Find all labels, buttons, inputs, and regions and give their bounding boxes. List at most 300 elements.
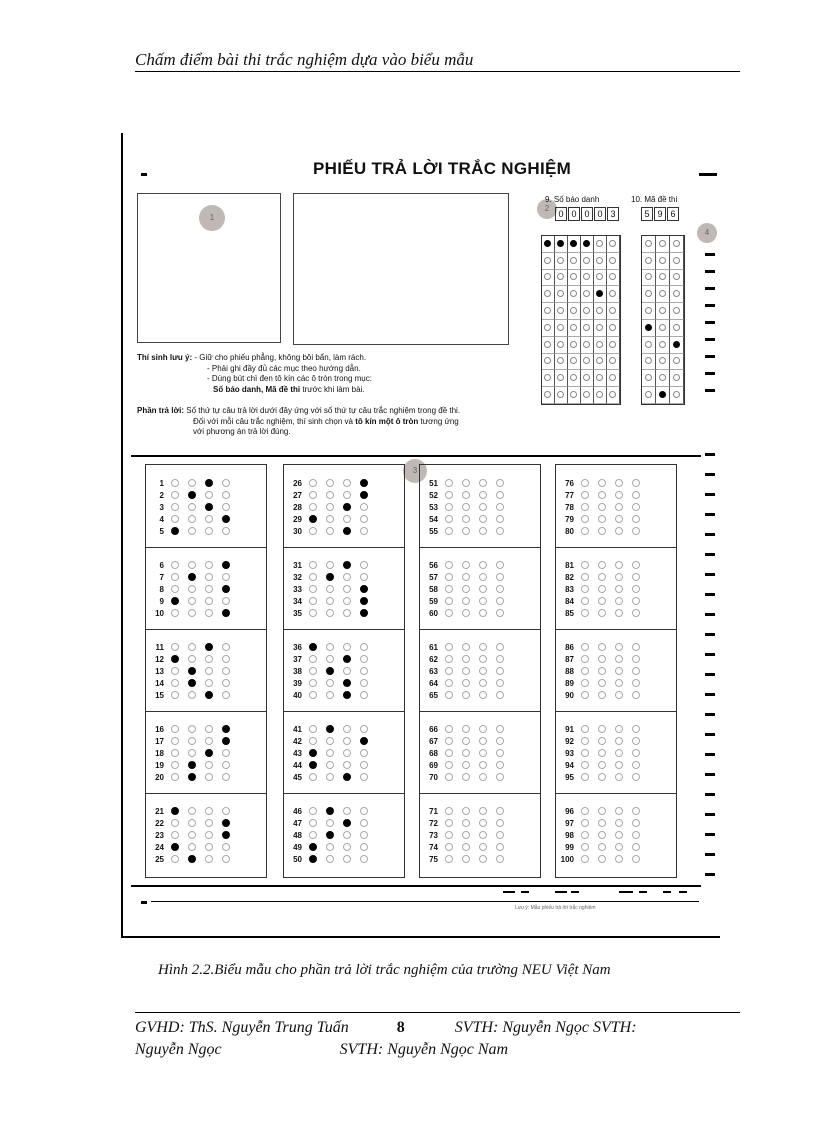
question-number: 44 [293, 760, 302, 770]
id-bubble-cell [670, 236, 684, 253]
id-bubble-cell [542, 370, 555, 387]
id-bubble-cell [607, 303, 620, 320]
id-bubble-cell [607, 270, 620, 287]
timing-mark [705, 287, 715, 290]
answer-bubble [338, 604, 355, 622]
id-bubble-cell [555, 253, 568, 270]
question-number: 14 [155, 678, 164, 688]
answer-bubble [491, 522, 508, 540]
answer-bubble [593, 604, 610, 622]
id-bubble-cell [642, 253, 656, 270]
answer-row [284, 853, 404, 865]
timing-mark [705, 355, 715, 358]
question-number: 52 [429, 490, 438, 500]
question-number: 62 [429, 654, 438, 664]
question-number: 53 [429, 502, 438, 512]
question-number: 23 [155, 830, 164, 840]
timing-mark [705, 321, 715, 324]
section-divider [131, 455, 701, 457]
question-number: 80 [565, 526, 574, 536]
answer-block [420, 547, 540, 630]
made-bubble-grid [641, 235, 685, 405]
id-bubble-cell [642, 320, 656, 337]
marker-3: 3 [403, 459, 427, 483]
question-number: 61 [429, 642, 438, 652]
answer-row [556, 689, 676, 701]
question-number: 36 [293, 642, 302, 652]
question-number: 85 [565, 608, 574, 618]
id-bubble-cell [581, 253, 594, 270]
info-box [293, 193, 509, 345]
answer-bubble [304, 604, 321, 622]
id-bubble-cell [555, 320, 568, 337]
answer-row [420, 689, 540, 701]
id-bubble-cell [594, 270, 607, 287]
id-bubble-cell [568, 270, 581, 287]
id-bubble-cell [555, 337, 568, 354]
answer-bubble [474, 604, 491, 622]
id-bubble-cell [642, 354, 656, 371]
timing-mark [705, 853, 715, 856]
question-number: 84 [565, 596, 574, 606]
id-bubble-cell [670, 320, 684, 337]
sbd-label: 9. Số báo danh [545, 195, 600, 204]
answer-block [284, 465, 404, 548]
timing-mark [705, 473, 715, 476]
id-bubble-cell [594, 320, 607, 337]
id-bubble-cell [607, 320, 620, 337]
answer-column-3 [419, 464, 541, 878]
id-bubble-cell [594, 354, 607, 371]
id-bubble-cell [555, 354, 568, 371]
id-bubble-cell [542, 236, 555, 253]
footer-student-cont: Nguyễn Ngọc [135, 1041, 222, 1058]
question-number: 10 [155, 608, 164, 618]
answer-bubble [627, 686, 644, 704]
answer-bubble [576, 604, 593, 622]
question-number: 28 [293, 502, 302, 512]
answer-bubble [627, 850, 644, 868]
answer-bubble [321, 522, 338, 540]
question-number: 90 [565, 690, 574, 700]
id-bubble-cell [642, 236, 656, 253]
timing-mark [705, 533, 715, 536]
question-number: 100 [560, 854, 574, 864]
answer-bubble [200, 686, 217, 704]
id-bubble-cell [670, 370, 684, 387]
question-number: 12 [155, 654, 164, 664]
footer-student-name: SVTH: Nguyễn Ngọc Nam [339, 1041, 509, 1058]
answer-bubble [440, 686, 457, 704]
question-number: 93 [565, 748, 574, 758]
question-number: 96 [565, 806, 574, 816]
question-number: 58 [429, 584, 438, 594]
answer-bubble [166, 522, 183, 540]
id-bubble-cell [607, 236, 620, 253]
timing-mark [705, 372, 715, 375]
timing-mark [705, 633, 715, 636]
question-number: 38 [293, 666, 302, 676]
answer-block [284, 793, 404, 875]
marker-2: 2 [537, 199, 557, 219]
id-bubble-cell [670, 270, 684, 287]
sheet-title: PHIẾU TRẢ LỜI TRẮC NGHIỆM [313, 159, 572, 178]
timing-mark [571, 891, 579, 893]
answer-bubble [200, 768, 217, 786]
id-bubble-cell [594, 337, 607, 354]
id-bubble-cell [607, 387, 620, 404]
question-number: 31 [293, 560, 302, 570]
id-bubble-cell [581, 387, 594, 404]
answer-block [146, 629, 266, 712]
timing-mark [705, 453, 715, 456]
answer-bubble [200, 522, 217, 540]
id-bubble-cell [656, 236, 670, 253]
question-number: 46 [293, 806, 302, 816]
answer-bubble [610, 768, 627, 786]
footer-student: SVTH: Nguyễn Ngọc SVTH: [454, 1019, 637, 1036]
question-number: 51 [429, 478, 438, 488]
id-bubble-cell [607, 354, 620, 371]
id-bubble-cell [594, 286, 607, 303]
answer-bubble [474, 522, 491, 540]
marker-1: 1 [199, 205, 225, 231]
answer-row [146, 689, 266, 701]
answer-row [420, 853, 540, 865]
answer-bubble [217, 522, 234, 540]
question-number: 81 [565, 560, 574, 570]
timing-mark [705, 813, 715, 816]
timing-mark [705, 573, 715, 576]
question-number: 92 [565, 736, 574, 746]
id-bubble-cell [581, 236, 594, 253]
id-bubble-cell [581, 303, 594, 320]
id-bubble-cell [581, 270, 594, 287]
id-bubble-cell [656, 253, 670, 270]
id-bubble-cell [555, 270, 568, 287]
question-number: 66 [429, 724, 438, 734]
id-bubble-cell [642, 270, 656, 287]
answer-bubble [355, 850, 372, 868]
answer-bubble [610, 686, 627, 704]
id-bubble-cell [555, 370, 568, 387]
question-number: 68 [429, 748, 438, 758]
id-bubble-cell [581, 320, 594, 337]
answer-bubble [576, 768, 593, 786]
answer-block [420, 793, 540, 875]
timing-mark [705, 304, 715, 307]
id-bubble-cell [568, 253, 581, 270]
id-bubble-cell [542, 320, 555, 337]
answer-row [284, 689, 404, 701]
answer-row [556, 771, 676, 783]
question-number: 5 [159, 526, 164, 536]
id-bubble-cell [594, 253, 607, 270]
question-number: 64 [429, 678, 438, 688]
id-bubble-cell [607, 337, 620, 354]
answer-bubble [491, 604, 508, 622]
answer-block [146, 465, 266, 548]
answer-row [146, 525, 266, 537]
question-number: 25 [155, 854, 164, 864]
question-number: 39 [293, 678, 302, 688]
id-bubble-cell [568, 236, 581, 253]
candidate-notes: Thí sinh lưu ý: - Giữ cho phiếu phẳng, không bôi bẩn, làm rách. - Phải ghi đầy đủ các mục theo hướng dẫn. - Dùng bút chì đen tô kín các ô tròn trong mục: Số báo danh, Mã đề thi trước khi làm bài. [137, 353, 372, 394]
id-bubble-cell [581, 286, 594, 303]
question-number: 43 [293, 748, 302, 758]
answer-bubble [576, 686, 593, 704]
timing-mark [705, 793, 715, 796]
question-number: 59 [429, 596, 438, 606]
answer-bubble [440, 522, 457, 540]
answer-bubble [491, 768, 508, 786]
answer-bubble [183, 850, 200, 868]
answer-bubble [576, 850, 593, 868]
question-number: 89 [565, 678, 574, 688]
question-number: 27 [293, 490, 302, 500]
answer-row [556, 607, 676, 619]
timing-mark [679, 891, 687, 893]
bottom-rule [151, 901, 699, 902]
timing-mark [555, 891, 567, 893]
timing-mark [705, 753, 715, 756]
answer-bubble [440, 850, 457, 868]
timing-mark [705, 653, 715, 656]
answer-bubble [474, 850, 491, 868]
answer-sheet-figure [121, 133, 720, 938]
id-bubble-cell [568, 387, 581, 404]
footer-rule [135, 1012, 740, 1013]
question-number: 69 [429, 760, 438, 770]
question-number: 57 [429, 572, 438, 582]
question-number: 32 [293, 572, 302, 582]
question-number: 82 [565, 572, 574, 582]
answer-bubble [355, 522, 372, 540]
answer-bubble [183, 604, 200, 622]
corner-mark [141, 901, 147, 904]
question-number: 77 [565, 490, 574, 500]
timing-mark [705, 613, 715, 616]
answer-block [284, 711, 404, 794]
timing-mark [619, 891, 633, 893]
question-number: 9 [159, 596, 164, 606]
question-number: 20 [155, 772, 164, 782]
question-number: 1 [159, 478, 164, 488]
id-bubble-cell [542, 354, 555, 371]
id-bubble-cell [581, 354, 594, 371]
id-bubble-cell [642, 387, 656, 404]
answer-bubble [200, 604, 217, 622]
id-bubble-cell [568, 320, 581, 337]
made-label: 10. Mã đề thi [631, 195, 678, 204]
answer-block [556, 465, 676, 548]
id-bubble-cell [656, 286, 670, 303]
answer-bubble [355, 686, 372, 704]
sheet-footnote: Lưu ý: Mẫu phiếu trả lời trắc nghiệm [515, 905, 596, 911]
answer-block [146, 793, 266, 875]
question-number: 75 [429, 854, 438, 864]
answer-block [420, 465, 540, 548]
timing-mark [705, 270, 715, 273]
answer-block [556, 793, 676, 875]
id-bubble-cell [642, 337, 656, 354]
answer-row [146, 771, 266, 783]
answer-bubble [355, 604, 372, 622]
id-bubble-cell [656, 320, 670, 337]
id-bubble-cell [542, 337, 555, 354]
answer-bubble [217, 850, 234, 868]
question-number: 26 [293, 478, 302, 488]
answer-bubble [321, 686, 338, 704]
id-bubble-cell [542, 286, 555, 303]
timing-mark [639, 891, 647, 893]
answer-bubble [304, 686, 321, 704]
id-bubble-cell [568, 303, 581, 320]
timing-mark [705, 733, 715, 736]
answer-row [146, 607, 266, 619]
id-bubble-cell [542, 303, 555, 320]
question-number: 7 [159, 572, 164, 582]
answer-block [556, 711, 676, 794]
answer-bubble [440, 604, 457, 622]
id-bubble-cell [670, 303, 684, 320]
timing-mark [705, 553, 715, 556]
question-number: 48 [293, 830, 302, 840]
id-bubble-cell [568, 354, 581, 371]
id-bubble-cell [642, 286, 656, 303]
id-bubble-cell [656, 270, 670, 287]
timing-mark [705, 713, 715, 716]
answer-bubble [338, 522, 355, 540]
page-footer [135, 1017, 735, 1061]
answer-bubble [610, 850, 627, 868]
corner-mark [141, 173, 147, 176]
timing-mark [503, 891, 515, 893]
answer-row [420, 771, 540, 783]
answer-bubble [593, 522, 610, 540]
question-number: 91 [565, 724, 574, 734]
question-number: 13 [155, 666, 164, 676]
question-number: 83 [565, 584, 574, 594]
question-number: 19 [155, 760, 164, 770]
question-number: 45 [293, 772, 302, 782]
id-bubble-cell [656, 303, 670, 320]
corner-mark [699, 173, 717, 176]
id-bubble-cell [555, 303, 568, 320]
answer-bubble [304, 768, 321, 786]
answer-bubble [304, 850, 321, 868]
question-number: 47 [293, 818, 302, 828]
answer-bubble [457, 850, 474, 868]
question-number: 21 [155, 806, 164, 816]
question-number: 18 [155, 748, 164, 758]
answer-bubble [217, 604, 234, 622]
id-bubble-cell [555, 387, 568, 404]
answer-bubble [166, 768, 183, 786]
question-number: 70 [429, 772, 438, 782]
id-bubble-cell [670, 387, 684, 404]
question-number: 34 [293, 596, 302, 606]
answer-block [284, 547, 404, 630]
question-number: 15 [155, 690, 164, 700]
answer-bubble [593, 768, 610, 786]
sbd-digits: 0 0 0 0 3 [555, 207, 619, 221]
id-bubble-cell [568, 286, 581, 303]
answer-row [556, 853, 676, 865]
question-number: 71 [429, 806, 438, 816]
answer-bubble [166, 686, 183, 704]
question-number: 41 [293, 724, 302, 734]
id-bubble-cell [656, 354, 670, 371]
answer-bubble [217, 686, 234, 704]
answer-row [284, 771, 404, 783]
question-number: 24 [155, 842, 164, 852]
answer-bubble [593, 686, 610, 704]
timing-mark [705, 338, 715, 341]
answer-bubble [321, 850, 338, 868]
question-number: 73 [429, 830, 438, 840]
answer-bubble [457, 686, 474, 704]
answer-instructions: Phần trả lời: Số thứ tự câu trả lời dưới đây ứng với số thứ tự câu trắc nghiệm trong đề thi. Đối với mỗi câu trắc nghiệm, thí sinh chọn và tô kín một ô tròn tương ứng với phương án trả lời đúng. [137, 406, 461, 436]
id-bubble-cell [656, 387, 670, 404]
timing-mark [521, 891, 529, 893]
answer-block [284, 629, 404, 712]
question-number: 11 [155, 642, 164, 652]
answer-bubble [576, 522, 593, 540]
answer-row [420, 525, 540, 537]
timing-mark [663, 891, 671, 893]
answer-bubble [355, 768, 372, 786]
id-bubble-cell [607, 370, 620, 387]
timing-mark [705, 593, 715, 596]
answer-block [146, 711, 266, 794]
page-number: 8 [396, 1019, 405, 1036]
question-number: 50 [293, 854, 302, 864]
question-number: 99 [565, 842, 574, 852]
question-number: 3 [159, 502, 164, 512]
figure-caption: Hình 2.2.Biểu mẫu cho phần trả lời trắc nghiệm của trường NEU Việt Nam [158, 962, 611, 978]
id-bubble-cell [542, 253, 555, 270]
marker-4: 4 [697, 223, 717, 243]
id-bubble-cell [555, 236, 568, 253]
answer-block [556, 547, 676, 630]
answer-bubble [183, 686, 200, 704]
id-bubble-cell [642, 370, 656, 387]
question-number: 8 [159, 584, 164, 594]
id-bubble-cell [581, 337, 594, 354]
answer-bubble [474, 686, 491, 704]
id-bubble-cell [542, 387, 555, 404]
question-number: 16 [155, 724, 164, 734]
question-number: 87 [565, 654, 574, 664]
question-number: 42 [293, 736, 302, 746]
answer-bubble [166, 850, 183, 868]
answer-bubble [457, 768, 474, 786]
answer-bubble [321, 604, 338, 622]
timing-mark [705, 873, 715, 876]
answer-column-1 [145, 464, 267, 878]
answer-bubble [183, 522, 200, 540]
answer-bubble [440, 768, 457, 786]
answer-bubble [491, 850, 508, 868]
question-number: 6 [159, 560, 164, 570]
id-bubble-cell [568, 370, 581, 387]
id-bubble-cell [670, 337, 684, 354]
id-bubble-cell [607, 253, 620, 270]
answer-bubble [457, 522, 474, 540]
answer-block [420, 629, 540, 712]
question-number: 65 [429, 690, 438, 700]
